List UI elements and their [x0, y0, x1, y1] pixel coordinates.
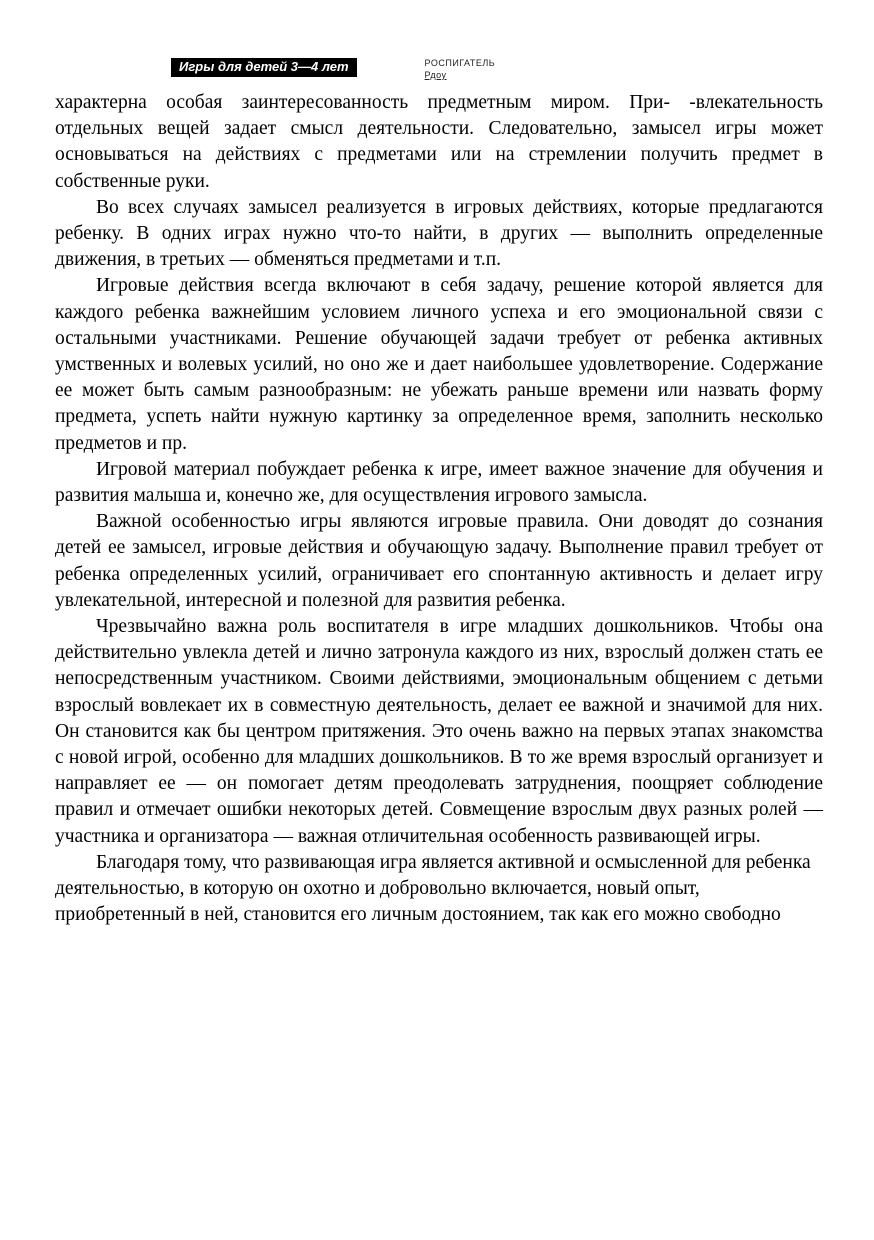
stamp-line2: Рдоу: [424, 70, 447, 80]
body-text: [55, 90, 823, 929]
paragraph: Игровые действия всегда включают в себя задачу, решение которой является для каждого ребенка важнейшим условием личного успеха и его эмоциональной связи с остальными участниками. Решение обучающей задачи требует от ребенка активных умственных и волевых усилий, но оно же и дает наибольшее удовлетворение. Содержание ее может быть самым разнообразным: не убежать раньше времени или назвать форму предмета, успеть найти нужную картинку за определенное время, заполнить несколько предметов и пр.: [55, 275, 823, 454]
stamp-line1: РОСПИГАТЕЛЬ: [424, 58, 496, 68]
chapter-banner: Игры для детей 3—4 лет: [171, 58, 357, 77]
paragraph: Во всех случаях замысел реализуется в игровых действиях, которые предлагаются ребенку. В одних играх нужно что-то найти, в других — выполнить определенные движения, в третьих — обменяться предметами и т.п.: [55, 196, 823, 271]
paragraph: Чрезвычайно важна роль воспитателя в игре младших дошкольников. Чтобы она действительно увлекла детей и лично затронула каждого из них, взрослый должен стать ее непосредственным участником. Своими действиями, эмоциональным общением с детьми взрослый вовлекает их в совместную деятельность, делает ее важной и значимой для них. Он становится как бы центром притяжения. Это очень важно на первых этапах знакомства с новой игрой, особенно для младших дошкольников. В то же время взрослый организует и направляет ее — он помогает детям преодолевать затруднения, поощряет соблюдение правил и отмечает ошибки некоторых детей. Совмещение взрослым двух разных ролей — участника и организатора — важная отличительная особенность развивающей игры.: [55, 616, 823, 847]
paragraph: Важной особенностью игры являются игровые правила. Они доводят до сознания детей ее замысел, игровые действия и обучающую задачу. Выполнение правил требует от ребенка определенных усилий, ограничивает его спонтанную активность и делает игру увлекательной, интересной и полезной для развития ребенка.: [55, 511, 823, 611]
paragraph: Игровой материал побуждает ребенка к игре, имеет важное значение для обучения и развития малыша и, конечно же, для осуществления игрового замысла.: [55, 458, 823, 507]
paragraph: характерна особая заинтересованность предметным миром. При- -влекательность отдельных вещей задает смысл деятельности. Следовательно, замысел игры может основываться на действиях с предметами или на стремлении получить предмет в собственные руки.: [55, 92, 823, 192]
paragraph: Благодаря тому, что развивающая игра является активной и осмысленной для ребенка деятельностью, в которую он охотно и добровольно включается, новый опыт, приобретенный в ней, становится его личным достоянием, так как его можно свободно: [55, 851, 811, 926]
stamp: [425, 58, 496, 81]
page-header: [55, 58, 822, 81]
